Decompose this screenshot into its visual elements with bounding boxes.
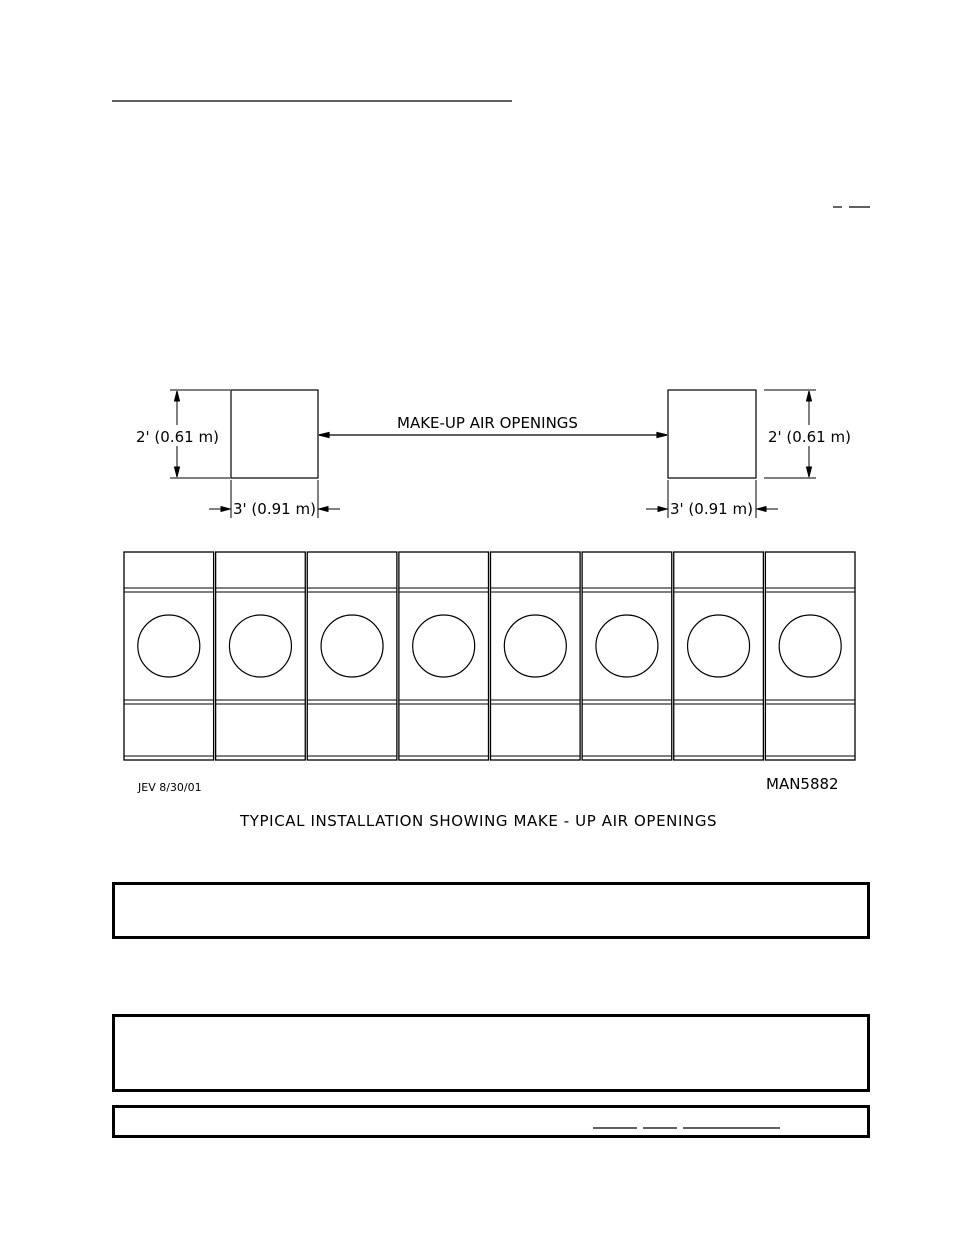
diagram-caption: TYPICAL INSTALLATION SHOWING MAKE - UP AIR OPENINGS: [240, 812, 718, 830]
dryer-door: [138, 615, 200, 677]
right-height-label: 2' (0.61 m): [768, 428, 851, 446]
dryer-door: [779, 615, 841, 677]
dryer-door: [688, 615, 750, 677]
dryer-unit: [216, 552, 306, 760]
notice-box-2: [112, 1014, 870, 1092]
drawing-number: MAN5882: [766, 775, 839, 793]
openings-leader: [319, 433, 667, 438]
left-height-label: 2' (0.61 m): [136, 428, 219, 446]
left-air-opening: [231, 390, 318, 478]
dryer-unit: [307, 552, 397, 760]
dryer-unit: [674, 552, 764, 760]
dryer-door: [596, 615, 658, 677]
notice-box-1: [112, 882, 870, 939]
dryer-unit: [124, 552, 214, 760]
dryer-door: [321, 615, 383, 677]
dryer-door: [413, 615, 475, 677]
right-width-label: 3' (0.91 m): [670, 500, 753, 518]
notice-box-3: [112, 1105, 870, 1138]
dryer-door: [504, 615, 566, 677]
dryer-row: [124, 552, 855, 760]
dryer-unit: [399, 552, 489, 760]
dryer-unit: [491, 552, 581, 760]
dryer-door: [229, 615, 291, 677]
left-width-label: 3' (0.91 m): [233, 500, 316, 518]
author-date: JEV 8/30/01: [138, 781, 202, 794]
dryer-unit: [582, 552, 672, 760]
right-air-opening: [668, 390, 756, 478]
openings-label: MAKE-UP AIR OPENINGS: [397, 414, 578, 432]
dryer-unit: [765, 552, 855, 760]
